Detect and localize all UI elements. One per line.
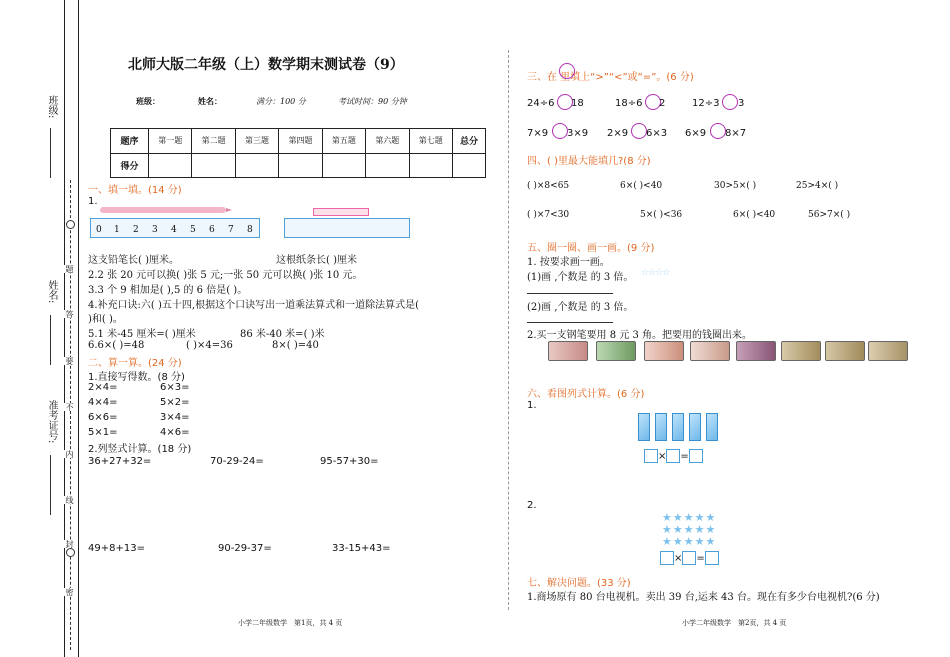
compare-circle-icon xyxy=(559,63,575,79)
compare-item: 12÷3 xyxy=(692,98,720,109)
compare-item: 2 xyxy=(659,98,666,109)
paper-strip-image xyxy=(313,208,369,216)
ruler-number: 3 xyxy=(152,225,158,235)
oral-item: 6×6= xyxy=(88,412,118,423)
class-label: 班级: xyxy=(46,95,57,119)
vertical-calc: 49+8+13= xyxy=(88,543,145,554)
times-sign: × xyxy=(674,553,683,564)
star-grid-icon: ★★★★★ ★★★★★ ★★★★★ xyxy=(662,511,717,548)
ruler-image xyxy=(284,218,410,238)
page-divider xyxy=(508,50,509,610)
ruler-number: 8 xyxy=(247,225,253,235)
seal-char: 封 xyxy=(65,540,74,548)
ruler-number: 6 xyxy=(209,225,215,235)
max-fill-item: 6×( )<40 xyxy=(620,181,663,191)
full-score: 满分：100 分 xyxy=(256,97,306,106)
question-5-1b: (2)画 ,个数是 的 3 倍。 xyxy=(527,302,634,313)
question-6b: ( )×4=36 xyxy=(186,340,233,351)
name-label: 姓名: xyxy=(46,280,57,304)
answer-box[interactable] xyxy=(644,449,658,463)
row-label: 题序 xyxy=(111,129,149,154)
star-icon-row: ☆☆☆☆ xyxy=(641,268,670,278)
column-header: 第一题 xyxy=(149,129,192,154)
compare-item: 7×9 xyxy=(527,128,549,139)
oral-item: 5×1= xyxy=(88,427,118,438)
score-cell[interactable] xyxy=(322,153,365,178)
compare-item: 18÷6 xyxy=(615,98,643,109)
ruler-number: 1 xyxy=(114,225,120,235)
banknote-icon[interactable] xyxy=(825,341,865,361)
question-3: 3.3 个 9 相加是( ),5 的 6 倍是( )。 xyxy=(88,285,248,296)
column-header: 第五题 xyxy=(322,129,365,154)
score-cell[interactable] xyxy=(279,153,322,178)
max-fill-item: 6×( )<40 xyxy=(733,210,776,220)
question-2: 2.2 张 20 元可以换( )张 5 元;一张 50 元可以换( )张 10 元。 xyxy=(88,270,363,281)
cube-stack-icon xyxy=(638,413,650,441)
pencil-question: 这支铅笔长( )厘米。 xyxy=(88,255,179,266)
name-field: 姓名： xyxy=(198,96,222,106)
banknote-icon[interactable] xyxy=(596,341,636,361)
question-6c: 8×( )=40 xyxy=(272,340,319,351)
cube-stack-icon xyxy=(706,413,718,441)
exam-time: 考试时间：90 分钟 xyxy=(338,97,407,106)
equals-sign: = xyxy=(696,553,705,564)
banknote-icon[interactable] xyxy=(548,341,588,361)
answer-box[interactable] xyxy=(705,551,719,565)
ruler-number: 7 xyxy=(228,225,234,235)
oral-calc-grid xyxy=(88,382,204,438)
compare-item: 8×7 xyxy=(725,128,747,139)
banknote-icon[interactable] xyxy=(868,341,908,361)
question-6a: 6.6×( )=48 xyxy=(88,340,145,351)
page-footer: 小学二年级数学 第2页，共 4 页 xyxy=(682,619,787,627)
section-2-title: 二、算一算。(24 分) xyxy=(88,358,182,369)
section-1-title: 一、填一填。(14 分) xyxy=(88,185,182,196)
answer-circle[interactable] xyxy=(710,123,726,139)
ruler-number: 2 xyxy=(133,225,139,235)
score-cell[interactable] xyxy=(192,153,235,178)
column-header: 第七题 xyxy=(409,129,452,154)
class-field: 班级： xyxy=(136,96,160,106)
max-fill-item: ( )×8<65 xyxy=(527,181,570,191)
question-4-line2: )和( )。 xyxy=(88,314,123,325)
banknote-icon[interactable] xyxy=(781,341,821,361)
paper-question: 这根纸条长( )厘米 xyxy=(276,255,357,266)
compare-item: 6×9 xyxy=(685,128,707,139)
question-6-1: 1. xyxy=(527,400,537,411)
seal-char: 内 xyxy=(65,450,74,458)
compare-item: 3×9 xyxy=(567,128,589,139)
section-3-title: 三、在 里填上“>”“<”或“=”。(6 分) xyxy=(527,72,694,83)
section-7-title: 七、解决问题。(33 分) xyxy=(527,578,631,589)
score-table xyxy=(110,128,486,178)
binding-hole xyxy=(66,220,75,229)
vertical-calc: 70-29-24= xyxy=(210,456,264,467)
times-sign: × xyxy=(658,451,667,462)
compare-item: 2×9 xyxy=(607,128,629,139)
question-4-line1: 4.补充口诀:六( )五十四,根据这个口诀写出一道乘法算式和一道除法算式是( xyxy=(88,300,419,311)
banknote-icon[interactable] xyxy=(690,341,730,361)
question-6-2: 2. xyxy=(527,500,537,511)
row-label: 得分 xyxy=(111,153,149,178)
answer-box[interactable] xyxy=(660,551,674,565)
max-fill-item: 56>7×( ) xyxy=(808,210,851,220)
page-footer: 小学二年级数学 第1页，共 4 页 xyxy=(238,619,343,627)
banknote-icon[interactable] xyxy=(644,341,684,361)
question-5b: 86 米-40 米=( )米 xyxy=(240,329,325,340)
score-cell[interactable] xyxy=(452,153,485,178)
oral-item: 4×4= xyxy=(88,397,118,408)
ruler-number: 0 xyxy=(96,225,102,235)
cube-stack-icon xyxy=(689,413,701,441)
ruler-image xyxy=(90,218,260,238)
total-header: 总分 xyxy=(452,129,485,154)
ruler-number: 4 xyxy=(171,225,177,235)
page-title: 北师大版二年级（上）数学期末测试卷（9） xyxy=(128,57,404,73)
max-fill-item: ( )×7<30 xyxy=(527,210,570,220)
ruler-number: 5 xyxy=(190,225,196,235)
compare-item: 3 xyxy=(738,98,745,109)
score-cell[interactable] xyxy=(149,153,192,178)
vertical-calc: 90-29-37= xyxy=(218,543,272,554)
section-4-title: 四、( )里最大能填几?(8 分) xyxy=(527,156,651,167)
column-header: 第三题 xyxy=(235,129,278,154)
column-header: 第四题 xyxy=(279,129,322,154)
answer-line xyxy=(527,322,613,323)
oral-item: 2×4= xyxy=(88,382,118,393)
seal-char: 不 xyxy=(65,403,74,411)
question-5-1: 1. 按要求画一画。 xyxy=(527,257,610,268)
pencil-image xyxy=(100,207,226,213)
question-1-number: 1. xyxy=(88,196,98,207)
max-fill-item: 30>5×( ) xyxy=(714,181,757,191)
max-fill-item: 5×( )<36 xyxy=(640,210,683,220)
compare-item: 18 xyxy=(571,98,584,109)
vertical-calc: 36+27+32= xyxy=(88,456,152,467)
question-5-2: 2.买一支钢笔要用 8 元 3 角。把要用的钱圈出来。 xyxy=(527,330,752,341)
seal-char: 要 xyxy=(65,357,74,365)
equation-2 xyxy=(660,551,719,565)
column-header: 第二题 xyxy=(192,129,235,154)
max-fill-item: 25>4×( ) xyxy=(796,181,839,191)
equals-sign: = xyxy=(680,451,689,462)
answer-circle[interactable] xyxy=(631,123,647,139)
seal-char: 密 xyxy=(65,588,74,596)
oral-item: 6×3= xyxy=(160,382,190,393)
answer-box[interactable] xyxy=(666,449,680,463)
vertical-calc: 33-15+43= xyxy=(332,543,391,554)
section-5-title: 五、圈一圈、画一画。(9 分) xyxy=(527,243,655,254)
compare-item: 24÷6 xyxy=(527,98,555,109)
seal-char: 答 xyxy=(65,310,74,318)
question-2-1: 1.直接写得数。(8 分) xyxy=(88,372,185,383)
seal-char: 线 xyxy=(65,496,74,504)
section-6-title: 六、看图列式计算。(6 分) xyxy=(527,389,645,400)
equation-1 xyxy=(644,449,703,463)
exam-no-label: 准考证号: xyxy=(46,400,57,444)
banknote-icon[interactable] xyxy=(736,341,776,361)
oral-item: 3×4= xyxy=(160,412,190,423)
score-cell[interactable] xyxy=(409,153,452,178)
answer-box[interactable] xyxy=(689,449,703,463)
column-header: 第六题 xyxy=(366,129,409,154)
oral-item: 5×2= xyxy=(160,397,190,408)
score-cell[interactable] xyxy=(366,153,409,178)
pencil-tip xyxy=(226,208,232,212)
answer-circle[interactable] xyxy=(552,123,568,139)
question-2-2: 2.列竖式计算。(18 分) xyxy=(88,444,192,455)
question-7-1: 1.商场原有 80 台电视机。卖出 39 台,运来 43 台。现在有多少台电视机?(6 分) xyxy=(527,592,880,603)
cube-stack-icon xyxy=(672,413,684,441)
score-cell[interactable] xyxy=(235,153,278,178)
answer-circle[interactable] xyxy=(722,94,738,110)
oral-item: 4×6= xyxy=(160,427,190,438)
compare-item: 6×3 xyxy=(646,128,668,139)
seal-char: 题 xyxy=(65,265,74,273)
answer-line xyxy=(527,293,613,294)
question-5a: 5.1 米-45 厘米=( )厘米 xyxy=(88,329,196,340)
question-5-1a: (1)画 ,个数是 的 3 倍。 xyxy=(527,272,634,283)
answer-box[interactable] xyxy=(682,551,696,565)
binding-hole xyxy=(66,548,75,557)
vertical-calc: 95-57+30= xyxy=(320,456,379,467)
cube-stack-icon xyxy=(655,413,667,441)
